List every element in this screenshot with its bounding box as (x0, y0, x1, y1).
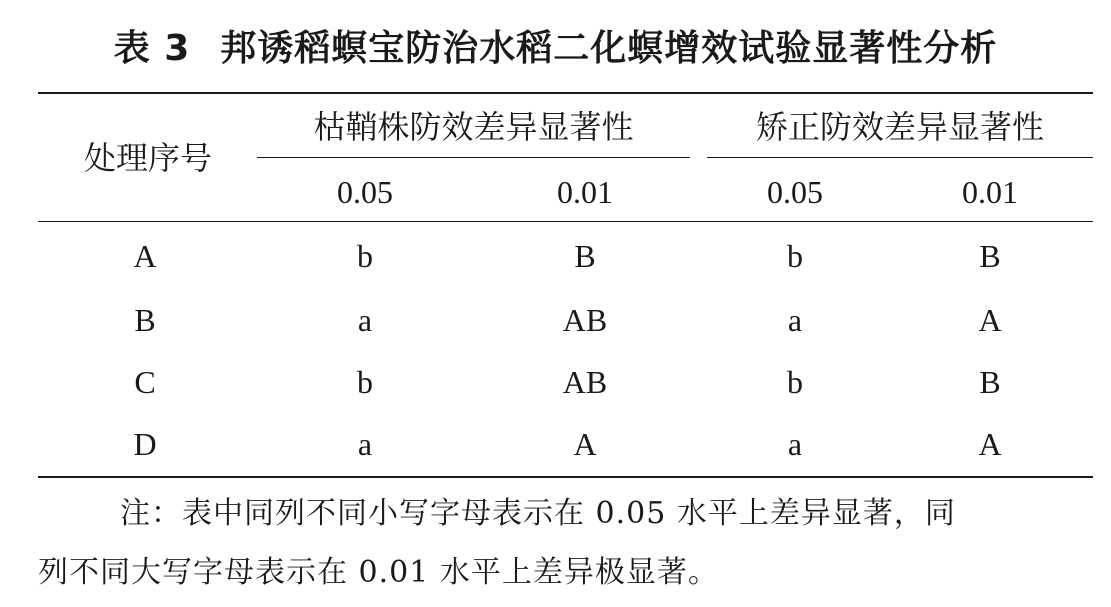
row-id: B (134, 302, 156, 338)
group-rule-right (707, 157, 1093, 158)
table-cell: A (978, 302, 1002, 338)
table-cell: A (573, 426, 597, 462)
top-rule (38, 92, 1093, 94)
row-id: D (133, 426, 157, 462)
table-cell: B (574, 238, 596, 274)
level-header: 0.01 (962, 174, 1018, 210)
row-id: C (134, 364, 156, 400)
table-cell: a (787, 302, 803, 338)
table-cell: AB (562, 364, 608, 400)
table-cell: b (787, 364, 803, 400)
table-cell: A (978, 426, 1002, 462)
table-cell: a (357, 426, 373, 462)
group-header-corrected: 矫正防效差异显著性 (755, 108, 1044, 146)
row-id: A (133, 238, 157, 274)
level-header: 0.05 (337, 174, 393, 210)
bottom-rule (38, 476, 1093, 478)
table-title: 邦诱稻螟宝防治水稻二化螟增效试验显著性分析 (220, 28, 998, 69)
table-cell: a (357, 302, 373, 338)
row-header: 处理序号 (83, 139, 212, 177)
header-bottom-rule (38, 221, 1093, 222)
table-cell: AB (562, 302, 608, 338)
table-caption (0, 20, 1111, 71)
table-note-line-2: 列不同大写字母表示在 0.01 水平上差异极显著。 (38, 555, 719, 590)
table-cell: a (787, 426, 803, 462)
group-rule-left (257, 157, 690, 158)
table-cell: B (979, 238, 1001, 274)
level-header: 0.05 (767, 174, 823, 210)
table-cell: b (787, 238, 803, 274)
table-cell: b (357, 364, 373, 400)
group-header-sheath: 枯鞘株防效差异显著性 (313, 108, 634, 146)
table-cell: B (979, 364, 1001, 400)
table-number: 表 3 (113, 28, 191, 69)
level-header: 0.01 (557, 174, 613, 210)
table-cell: b (357, 238, 373, 274)
table-note-line-1: 注：表中同列不同小写字母表示在 0.05 水平上差异显著，同 (120, 496, 956, 531)
